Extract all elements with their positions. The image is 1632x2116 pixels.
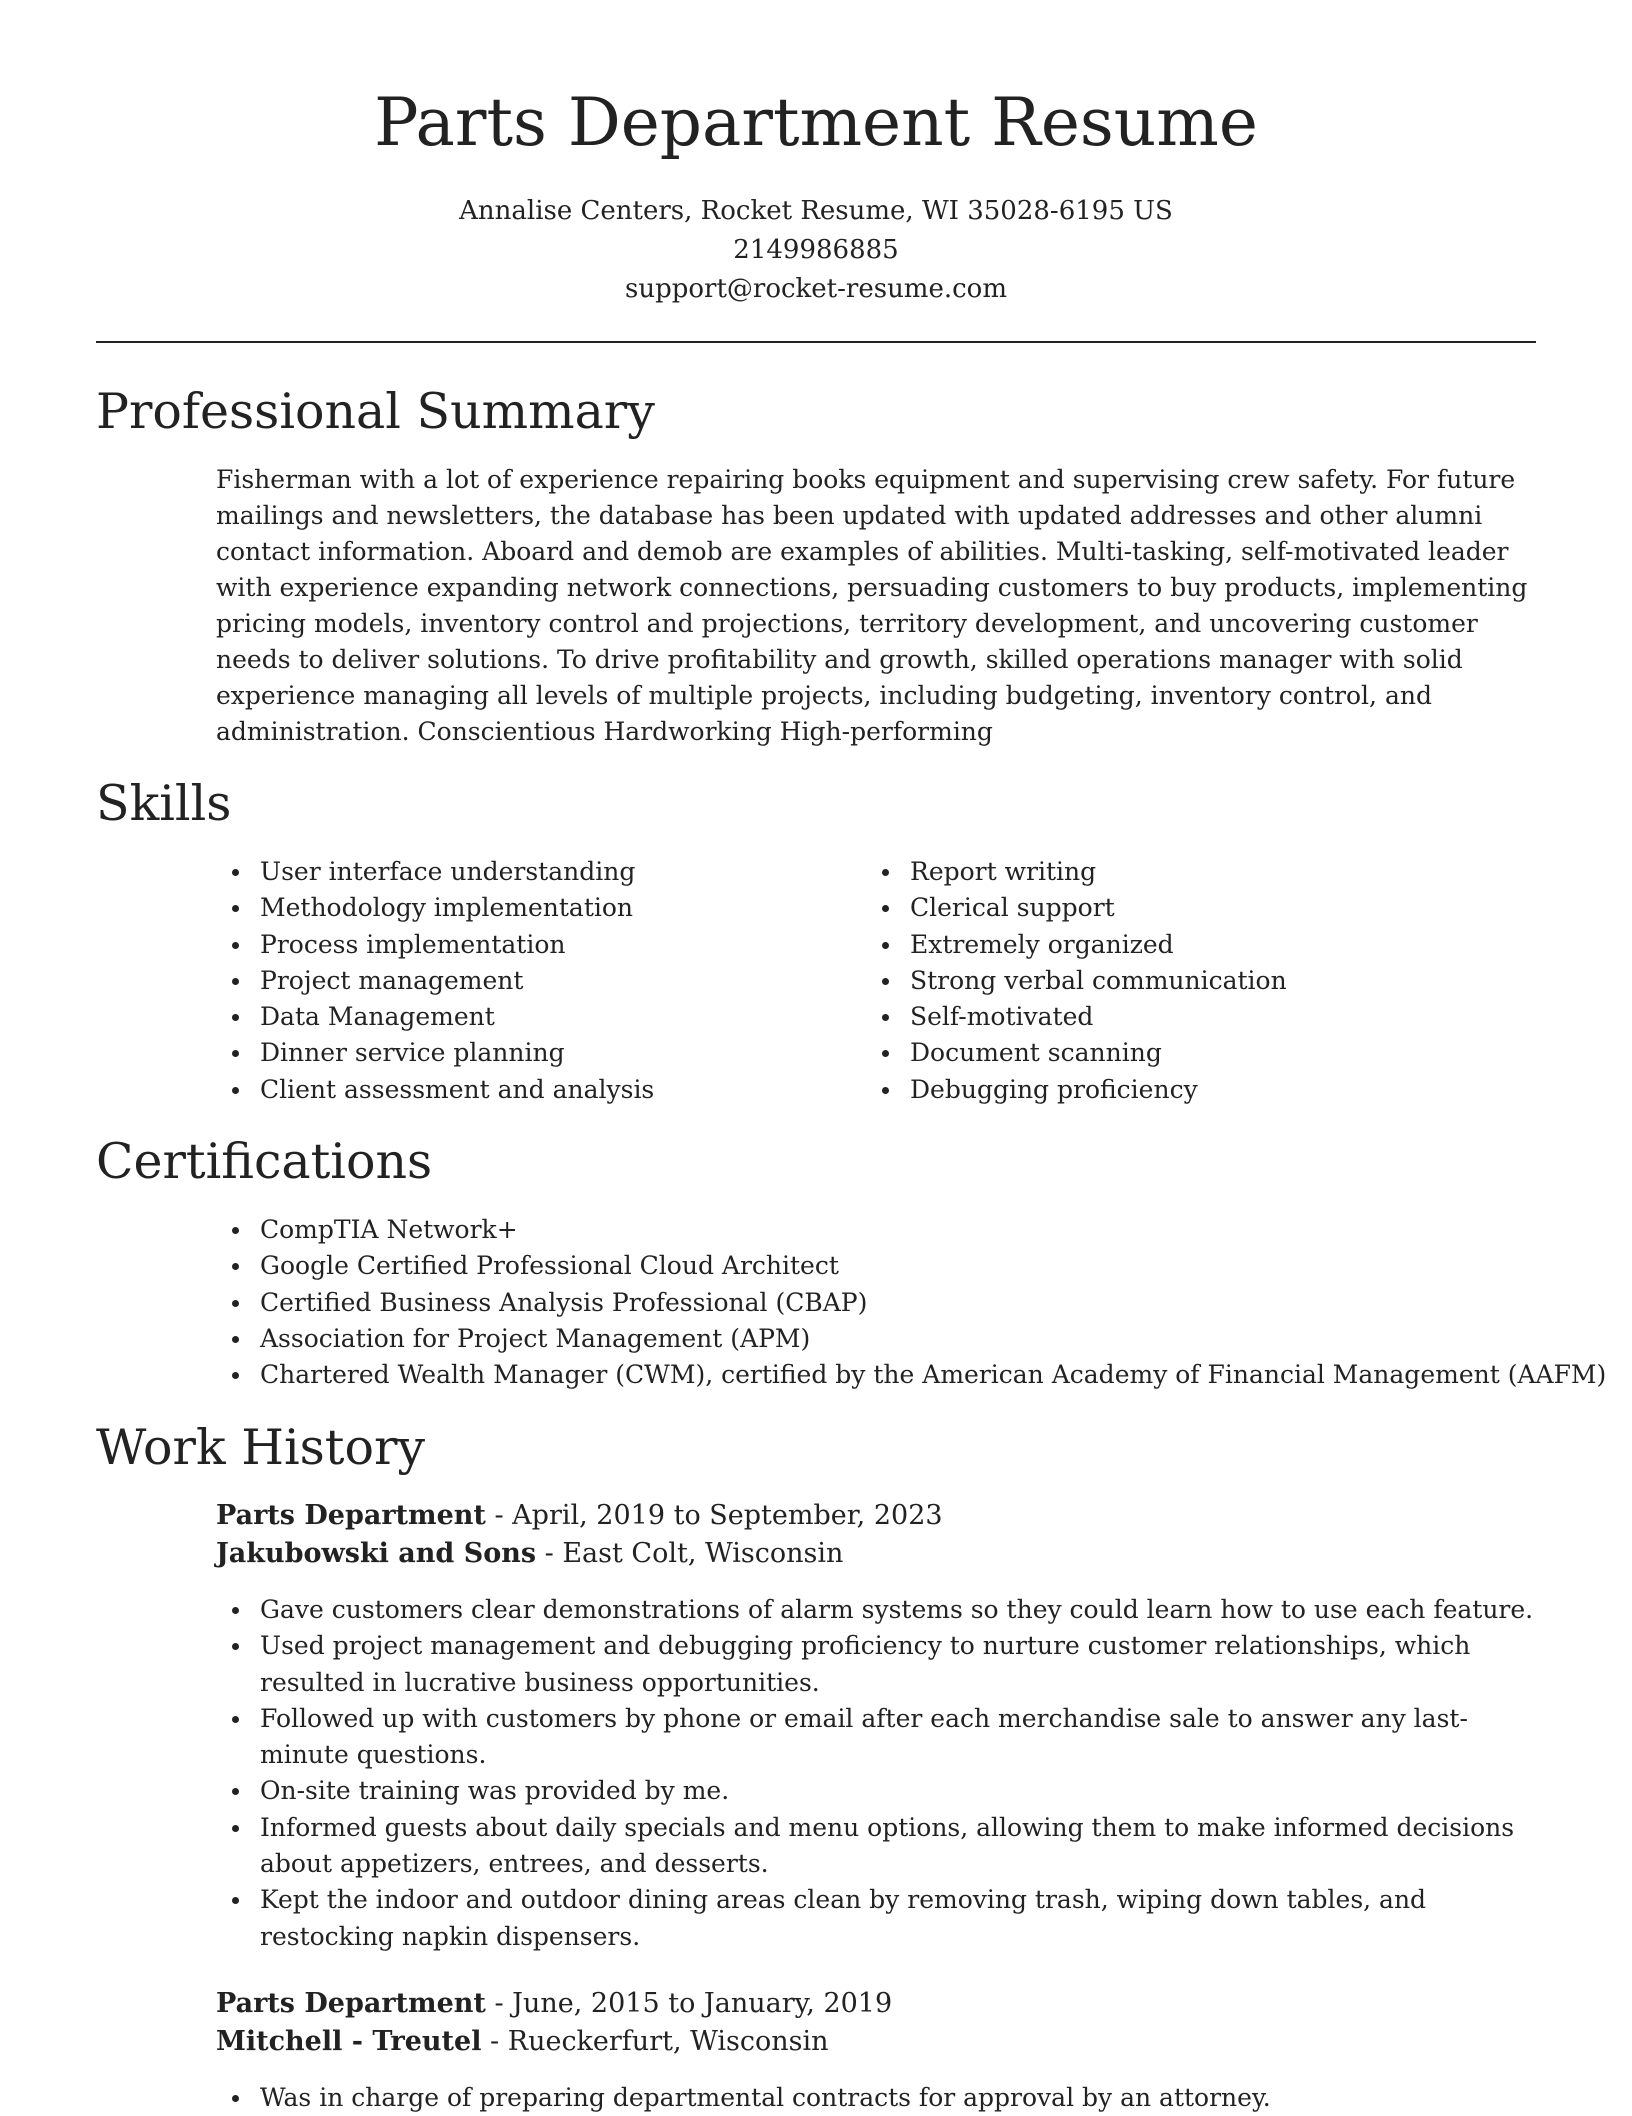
skill-item: Debugging proficiency [866,1072,1506,1108]
contact-address: Annalise Centers, Rocket Resume, WI 35028-6195 US [459,196,1173,226]
job-duty: Gave customers clear demonstrations of alarm systems so they could learn how to use each feature. [216,1592,1536,1628]
skill-item: Report writing [866,854,1506,890]
skill-item: Process implementation [216,927,856,963]
work-history-heading: Work History [96,1419,426,1476]
job-title: Parts Department [216,1988,486,2019]
skills-list-right [866,854,1506,1108]
job-company: Mitchell - Treutel [216,2026,482,2057]
skills-heading: Skills [96,775,232,832]
summary-heading: Professional Summary [96,383,655,440]
certifications-heading: Certifications [96,1133,433,1190]
job-company-line [216,1535,1536,1573]
job-title-line [216,1985,1536,2023]
certification-item: CompTIA Network+ [216,1212,1536,1248]
job-location: - Rueckerfurt, Wisconsin [481,2026,829,2057]
job-company-line [216,2023,1536,2061]
job-duty: Was in charge of preparing departmental contracts for approval by an attorney. [216,2080,1536,2116]
job-duty: Followed up with customers by phone or email after each merchandise sale to answer any last-minute questions. [216,1701,1536,1774]
job-company: Jakubowski and Sons [216,1538,537,1569]
resume-title: Parts Department Resume [374,84,1258,161]
skill-item: User interface understanding [216,854,856,890]
contact-block [0,192,1632,309]
skill-item: Strong verbal communication [866,963,1506,999]
certification-item: Chartered Wealth Manager (CWM), certified by the American Academy of Financial Management (AAFM) [216,1357,1536,1393]
job-duty: Kept the indoor and outdoor dining areas clean by removing trash, wiping down tables, and restocking napkin dispensers. [216,1882,1536,1955]
job-duties-list [216,1592,1536,1955]
certifications-list [216,1212,1607,1393]
skills-list-left [216,854,856,1108]
skill-item: Clerical support [866,890,1506,926]
job-duties-list [216,2080,1536,2116]
skill-item: Dinner service planning [216,1035,856,1071]
certification-item: Association for Project Management (APM) [216,1321,1536,1357]
skill-item: Data Management [216,999,856,1035]
skill-item: Project management [216,963,856,999]
summary-text: Fisherman with a lot of experience repairing books equipment and supervising crew safety. For future mailings and newsletters, the database has been updated with updated addresses and other alumni contact information. Aboard and demob are examples of abilities. Multi-tasking, self-motivated leader with experience expanding network connections, persuading customers to buy products, implementing pricing models, inventory control and projections, territory development, and uncovering customer needs to deliver solutions. To drive profitability and growth, skilled operations manager with solid experience managing all levels of multiple projects, including budgeting, inventory control, and administration. Conscientious Hardworking High-performing [216,465,1528,746]
skill-item: Methodology implementation [216,890,856,926]
job-title-line [216,1497,1536,1535]
contact-email: support@rocket-resume.com [624,274,1007,304]
contact-phone: 2149986885 [733,235,899,265]
job-dates: - April, 2019 to September, 2023 [485,1500,943,1531]
job-location: - East Colt, Wisconsin [536,1538,844,1569]
job-duty: Used project management and debugging proficiency to nurture customer relationships, which resulted in lucrative business opportunities. [216,1628,1536,1701]
job-duty: Informed guests about daily specials and menu options, allowing them to make informed decisions about appetizers, entrees, and desserts. [216,1810,1536,1883]
skill-item: Document scanning [866,1035,1506,1071]
skill-item: Extremely organized [866,927,1506,963]
certification-item: Google Certified Professional Cloud Architect [216,1248,1536,1284]
skill-item: Self-motivated [866,999,1506,1035]
skill-item: Client assessment and analysis [216,1072,856,1108]
certification-item: Certified Business Analysis Professional (CBAP) [216,1285,1536,1321]
job-duty: On-site training was provided by me. [216,1773,1536,1809]
job-title: Parts Department [216,1500,486,1531]
header-divider [96,341,1536,343]
job-dates: - June, 2015 to January, 2019 [485,1988,893,2019]
